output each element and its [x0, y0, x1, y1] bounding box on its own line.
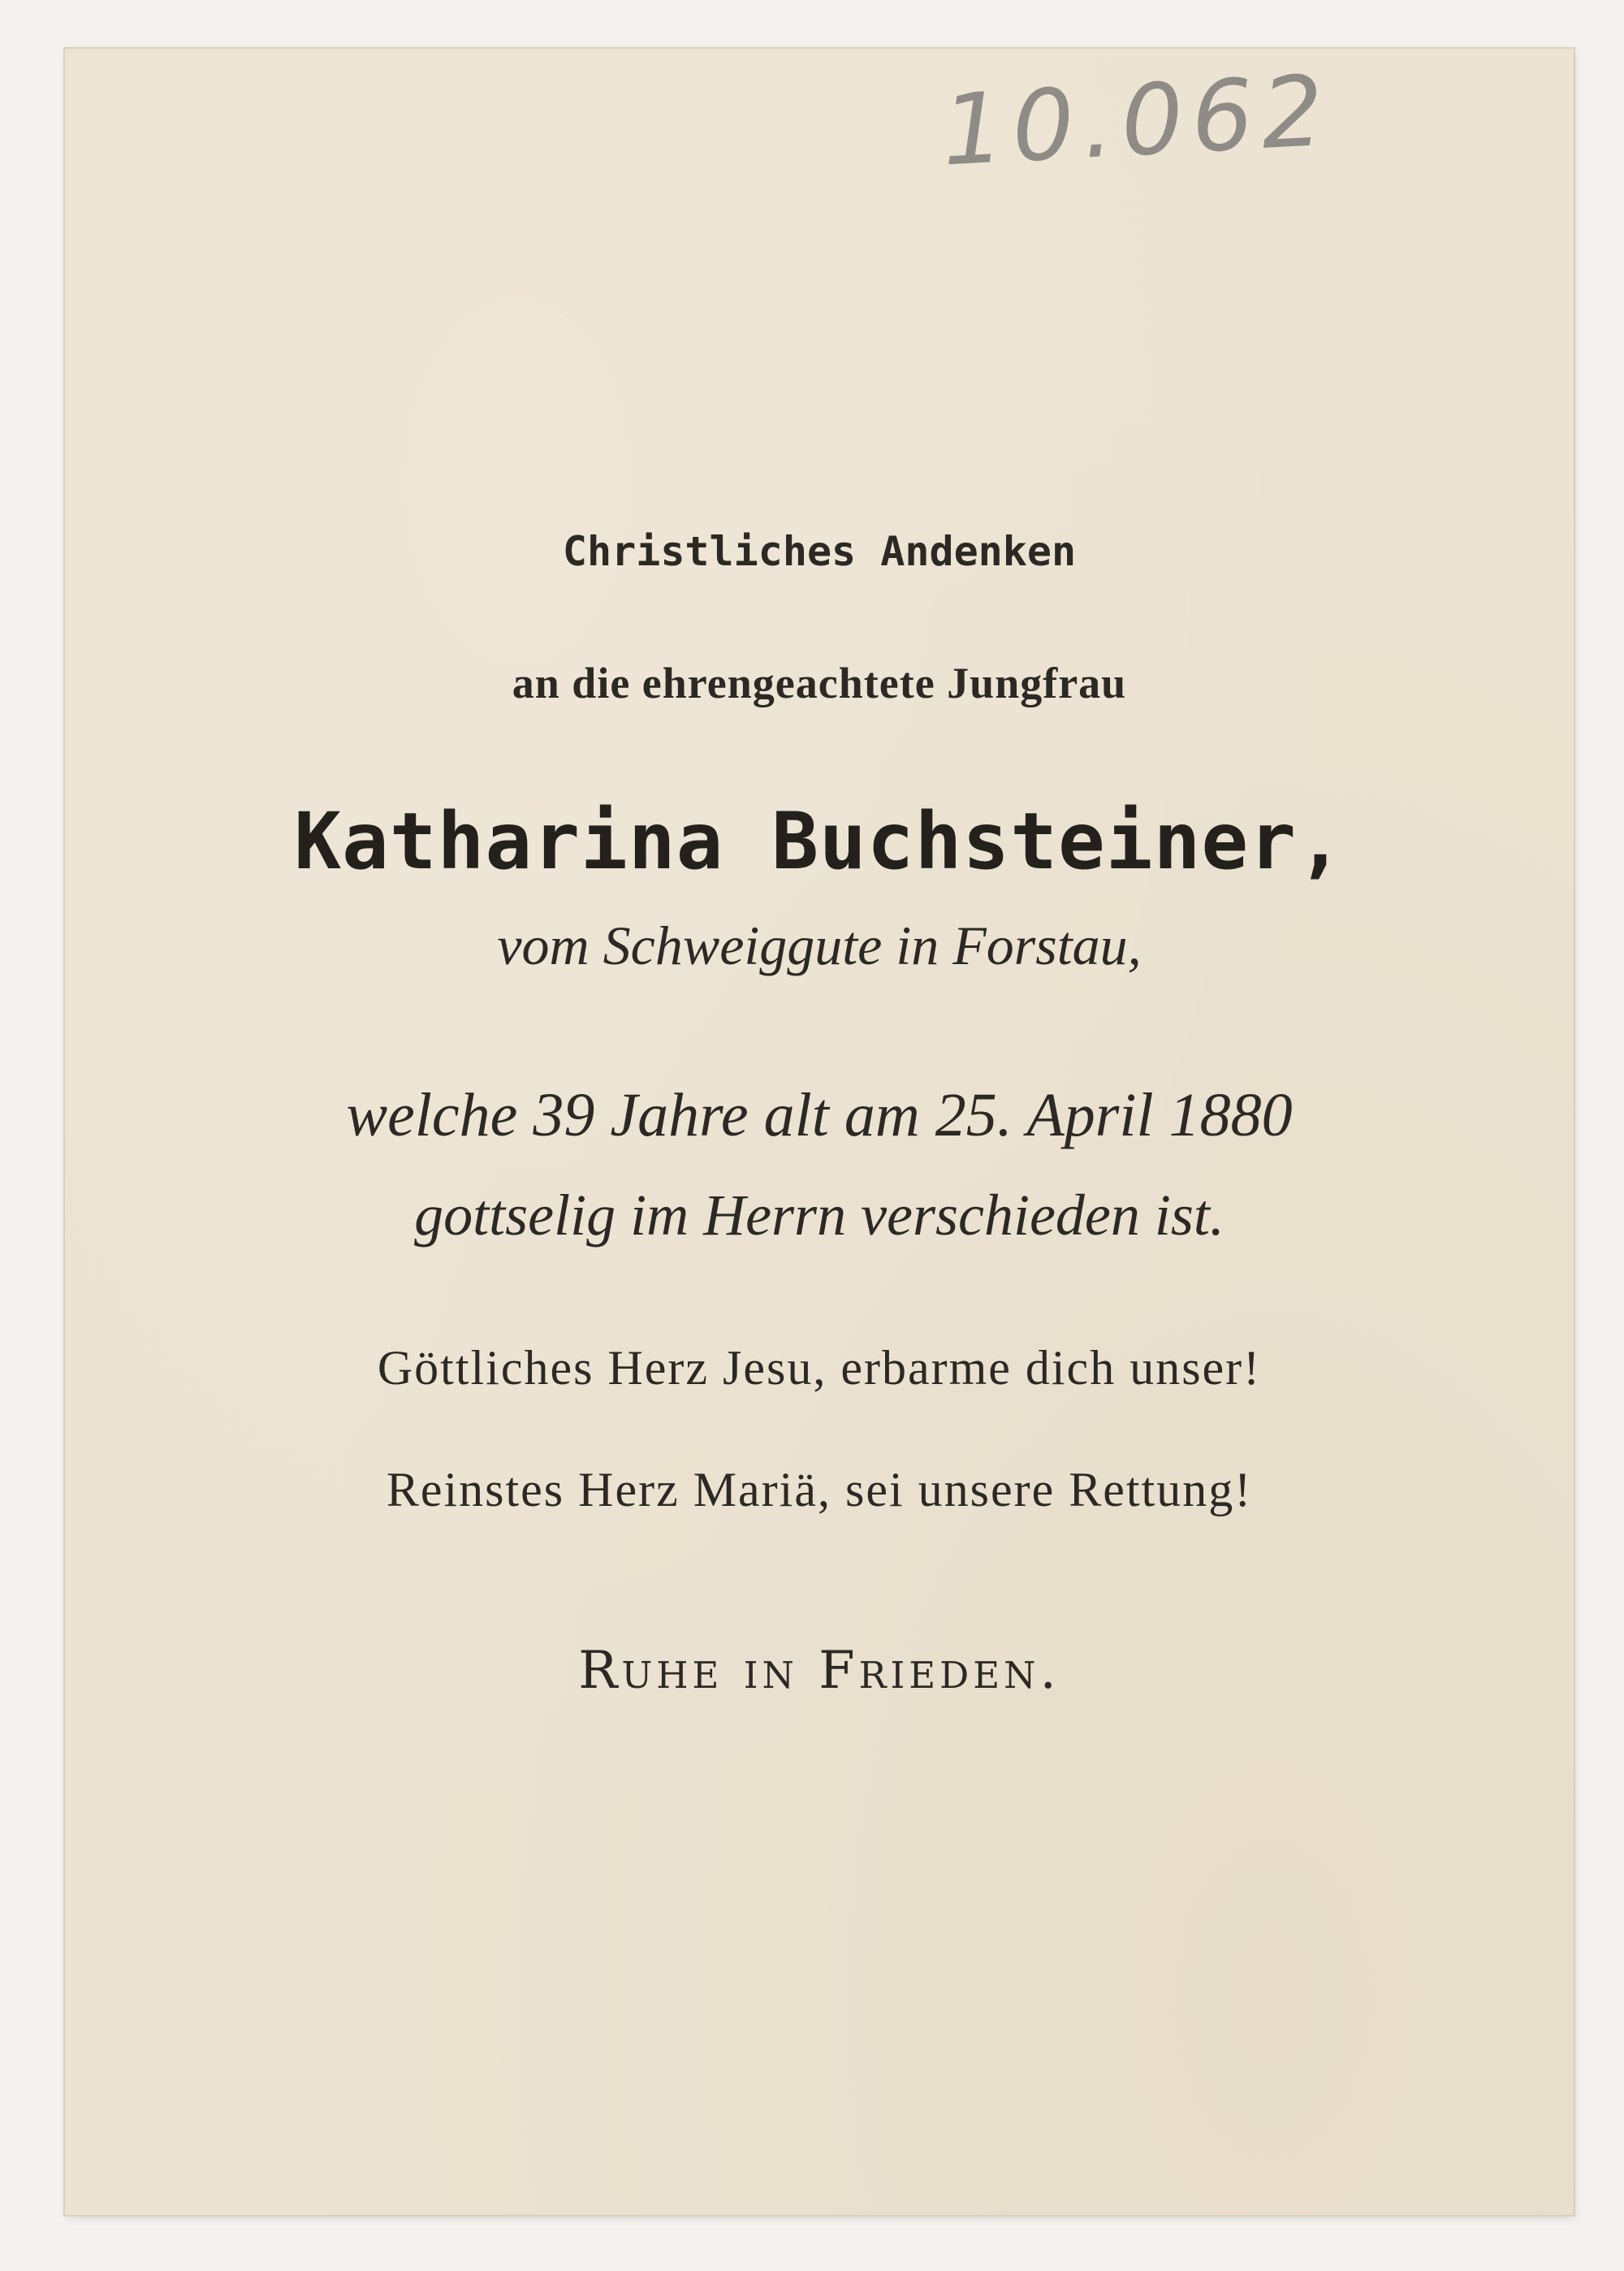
death-line-2: gottselig im Herrn verschieden ist.	[414, 1183, 1224, 1248]
card-heading: Christliches Andenken	[562, 528, 1077, 575]
deceased-origin: vom Schweiggute in Forstau,	[497, 915, 1142, 976]
prayer-line-2: Reinstes Herz Mariä, sei unsere Rettung!	[386, 1463, 1253, 1516]
inventory-number: 10.062	[939, 54, 1335, 188]
card-subheading: an die ehrengeachtete Jungfrau	[512, 659, 1127, 707]
death-line-1: welche 39 Jahre alt am 25. April 1880	[346, 1081, 1293, 1149]
memorial-card	[65, 49, 1574, 2215]
prayer-line-1: Göttliches Herz Jesu, erbarme dich unser!	[377, 1341, 1262, 1395]
closing-line: Ruhe in Frieden.	[578, 1641, 1060, 1701]
deceased-name: Katharina Buchsteiner,	[294, 796, 1345, 887]
